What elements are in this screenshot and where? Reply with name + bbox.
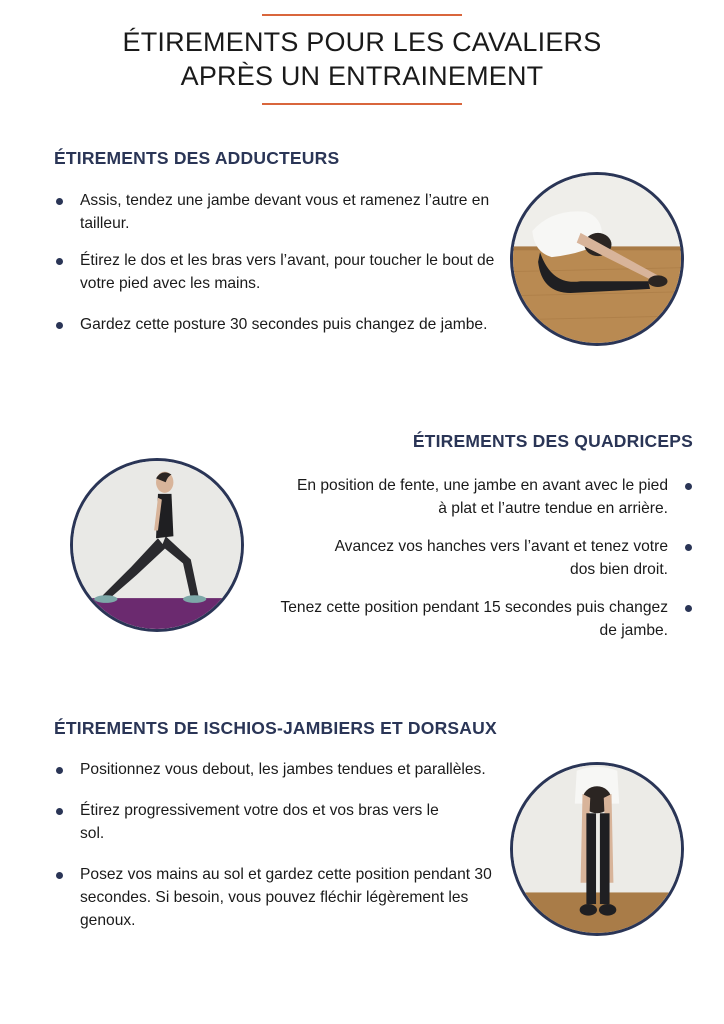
list-item: Étirez progressivement votre dos et vos bras vers le sol. <box>54 799 460 845</box>
adducteurs-list <box>54 189 504 336</box>
list-item: Posez vos mains au sol et gardez cette position pendant 30 secondes. Si besoin, vous pouvez fléchir légèrement les genoux. <box>54 863 524 932</box>
quadriceps-list <box>264 474 694 642</box>
ischios-list <box>54 758 524 932</box>
title-bottom-rule <box>262 103 462 105</box>
section-heading-ischios: ÉTIREMENTS DE ISCHIOS-JAMBIERS ET DORSAUX <box>54 718 497 738</box>
photo-adducteurs-stretch <box>510 172 684 346</box>
title-top-rule <box>262 14 462 16</box>
list-item: Tenez cette position pendant 15 secondes puis changez de jambe. <box>264 596 694 642</box>
page-title-line-1: ÉTIREMENTS POUR LES CAVALIERS <box>122 27 602 57</box>
list-item: Étirez le dos et les bras vers l’avant, pour toucher le bout de votre pied avec les mains. <box>54 249 504 295</box>
page-title-line-2: APRÈS UN ENTRAINEMENT <box>180 61 544 91</box>
photo-ischios-stretch <box>510 762 684 936</box>
photo-quadriceps-stretch <box>70 458 244 632</box>
list-item: Positionnez vous debout, les jambes tendues et parallèles. <box>54 758 500 781</box>
list-item: En position de fente, une jambe en avant avec le pied à plat et l’autre tendue en arrière. <box>264 474 694 520</box>
list-item: Assis, tendez une jambe devant vous et ramenez l’autre en tailleur. <box>54 189 504 235</box>
list-item: Gardez cette posture 30 secondes puis changez de jambe. <box>54 313 490 336</box>
list-item: Avancez vos hanches vers l’avant et tenez votre dos bien droit. <box>264 535 694 581</box>
section-heading-adducteurs: ÉTIREMENTS DES ADDUCTEURS <box>54 148 340 168</box>
section-heading-quadriceps: ÉTIREMENTS DES QUADRICEPS <box>412 431 693 451</box>
